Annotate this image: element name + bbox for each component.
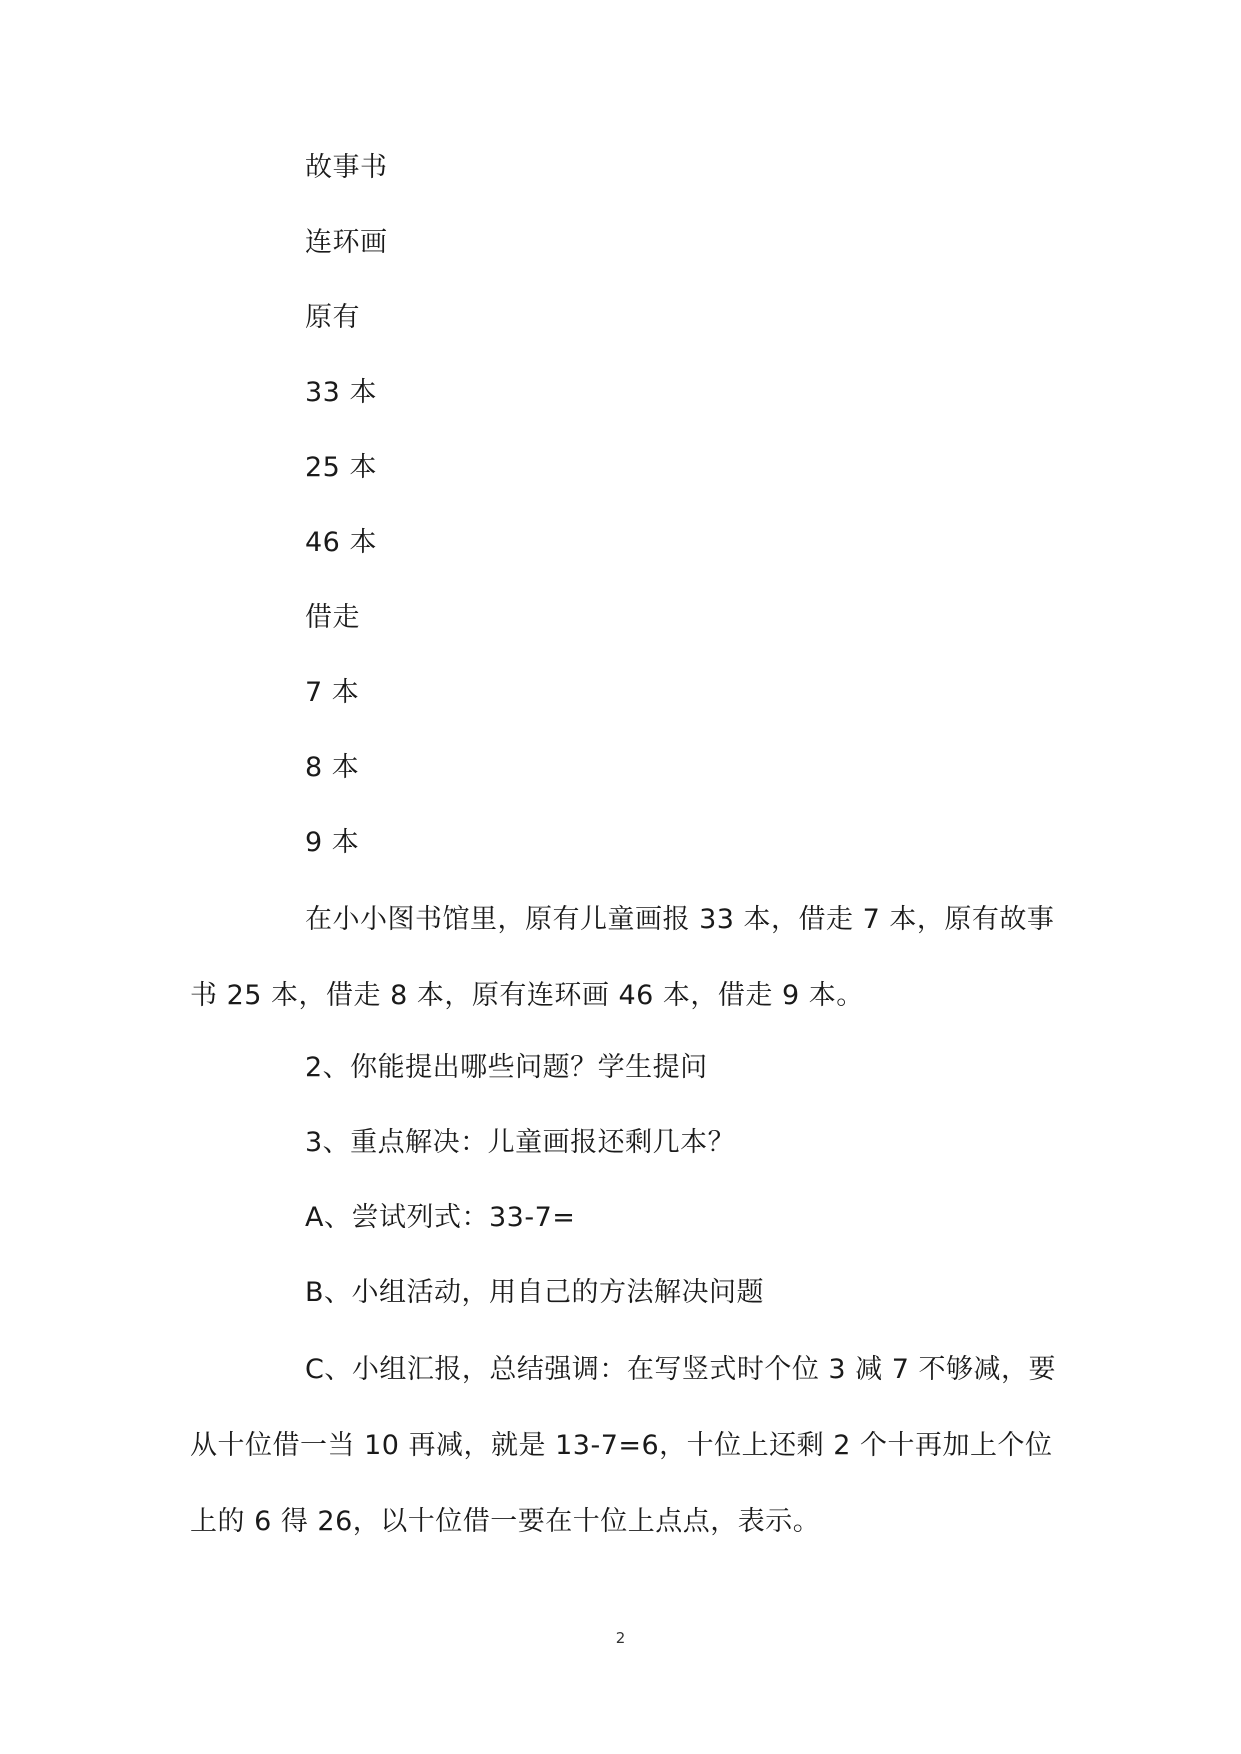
question-item-3: 3、重点解决：儿童画报还剩几本？ xyxy=(305,1127,736,1158)
summary-paragraph xyxy=(190,1332,1060,1560)
table-line: 33 本 xyxy=(305,377,377,408)
library-paragraph xyxy=(190,882,1060,1034)
step-item-b: B、小组活动，用自己的方法解决问题 xyxy=(305,1277,765,1308)
library-paragraph-text: 在小小图书馆里，原有儿童画报 33 本，借走 7 本，原有故事书 25 本，借走 8 本，原有连环画 46 本，借走 9 本。 xyxy=(190,904,1055,1011)
table-line: 8 本 xyxy=(305,752,360,783)
table-line: 7 本 xyxy=(305,677,360,708)
table-line: 9 本 xyxy=(305,827,360,858)
table-line: 原有 xyxy=(305,302,360,333)
table-line: 46 本 xyxy=(305,527,377,558)
table-line: 借走 xyxy=(305,602,360,633)
page-number: 2 xyxy=(615,1629,626,1647)
summary-paragraph-text: C、小组汇报，总结强调：在写竖式时个位 3 减 7 不够减，要从十位借一当 10 再减，就是 13-7=6，十位上还剩 2 个十再加上个位上的 6 得 26，以十位借一要在十位上点点，表示。 xyxy=(190,1354,1057,1537)
table-line: 连环画 xyxy=(305,227,388,258)
question-item-2: 2、你能提出哪些问题？学生提问 xyxy=(305,1052,708,1083)
step-item-a: A、尝试列式：33-7= xyxy=(305,1202,576,1233)
table-line: 故事书 xyxy=(305,152,388,183)
table-line: 25 本 xyxy=(305,452,377,483)
